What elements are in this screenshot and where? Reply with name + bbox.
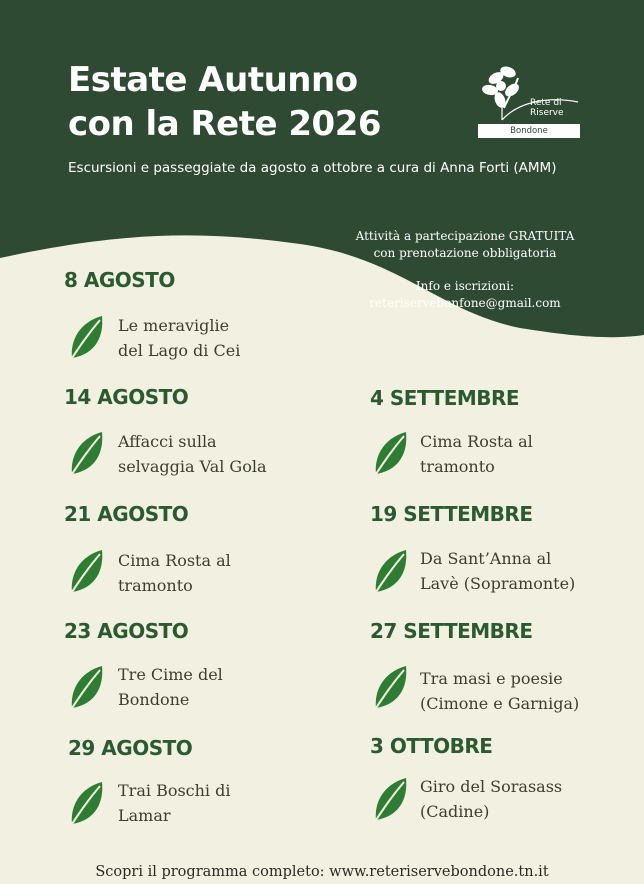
event-title: Giro del Sorasass (Cadine) (420, 777, 563, 821)
event-date: 14 AGOSTO (64, 385, 189, 409)
leaf-icon (370, 774, 410, 824)
info-email: reteriservebonfone@gmail.com (369, 296, 561, 310)
logo-text: Rete di Riserve (530, 98, 564, 118)
event-date: 8 AGOSTO (64, 268, 175, 292)
logo-place: Bondone (478, 124, 580, 138)
event-date: 21 AGOSTO (64, 502, 189, 526)
event-date: 27 SETTEMBRE (370, 619, 533, 643)
info-line-2: con prenotazione obbligatoria (373, 246, 557, 260)
event-date: 29 AGOSTO (68, 736, 193, 760)
subtitle: Escursioni e passeggiate da agosto a ottobre a cura di Anna Forti (AMM) (68, 160, 557, 176)
leaf-icon (370, 546, 410, 596)
leaf-icon (370, 662, 410, 712)
event-date: 4 SETTEMBRE (370, 386, 520, 410)
info-line-3: Info e iscrizioni: (415, 279, 515, 293)
event-date: 19 SETTEMBRE (370, 502, 533, 526)
event-title: Le meraviglie del Lago di Cei (118, 316, 241, 360)
leaf-icon (66, 778, 106, 828)
event-title: Cima Rosta al tramonto (420, 432, 533, 476)
event-date: 3 OTTOBRE (370, 734, 493, 758)
info-line-1: Attività a partecipazione GRATUITA (355, 229, 575, 243)
leaf-icon (66, 428, 106, 478)
event-title: Tra masi e poesie (Cimone e Garniga) (420, 669, 580, 713)
event-title: Cima Rosta al tramonto (118, 551, 231, 595)
footer-link-text: Scopri il programma completo: www.reteriservebondone.tn.it (95, 864, 549, 880)
event-title: Tre Cime del Bondone (118, 665, 223, 709)
event-title: Da Sant’Anna al Lavè (Sopramonte) (420, 549, 576, 593)
event-title: Affacci sulla selvaggia Val Gola (118, 432, 267, 476)
leaf-icon (66, 312, 106, 362)
leaf-icon (370, 428, 410, 478)
page-title: Estate Autunno con la Rete 2026 (68, 60, 382, 144)
leaf-icon (66, 662, 106, 712)
event-title: Trai Boschi di Lamar (118, 781, 231, 825)
leaf-icon (66, 546, 106, 596)
event-date: 23 AGOSTO (64, 619, 189, 643)
